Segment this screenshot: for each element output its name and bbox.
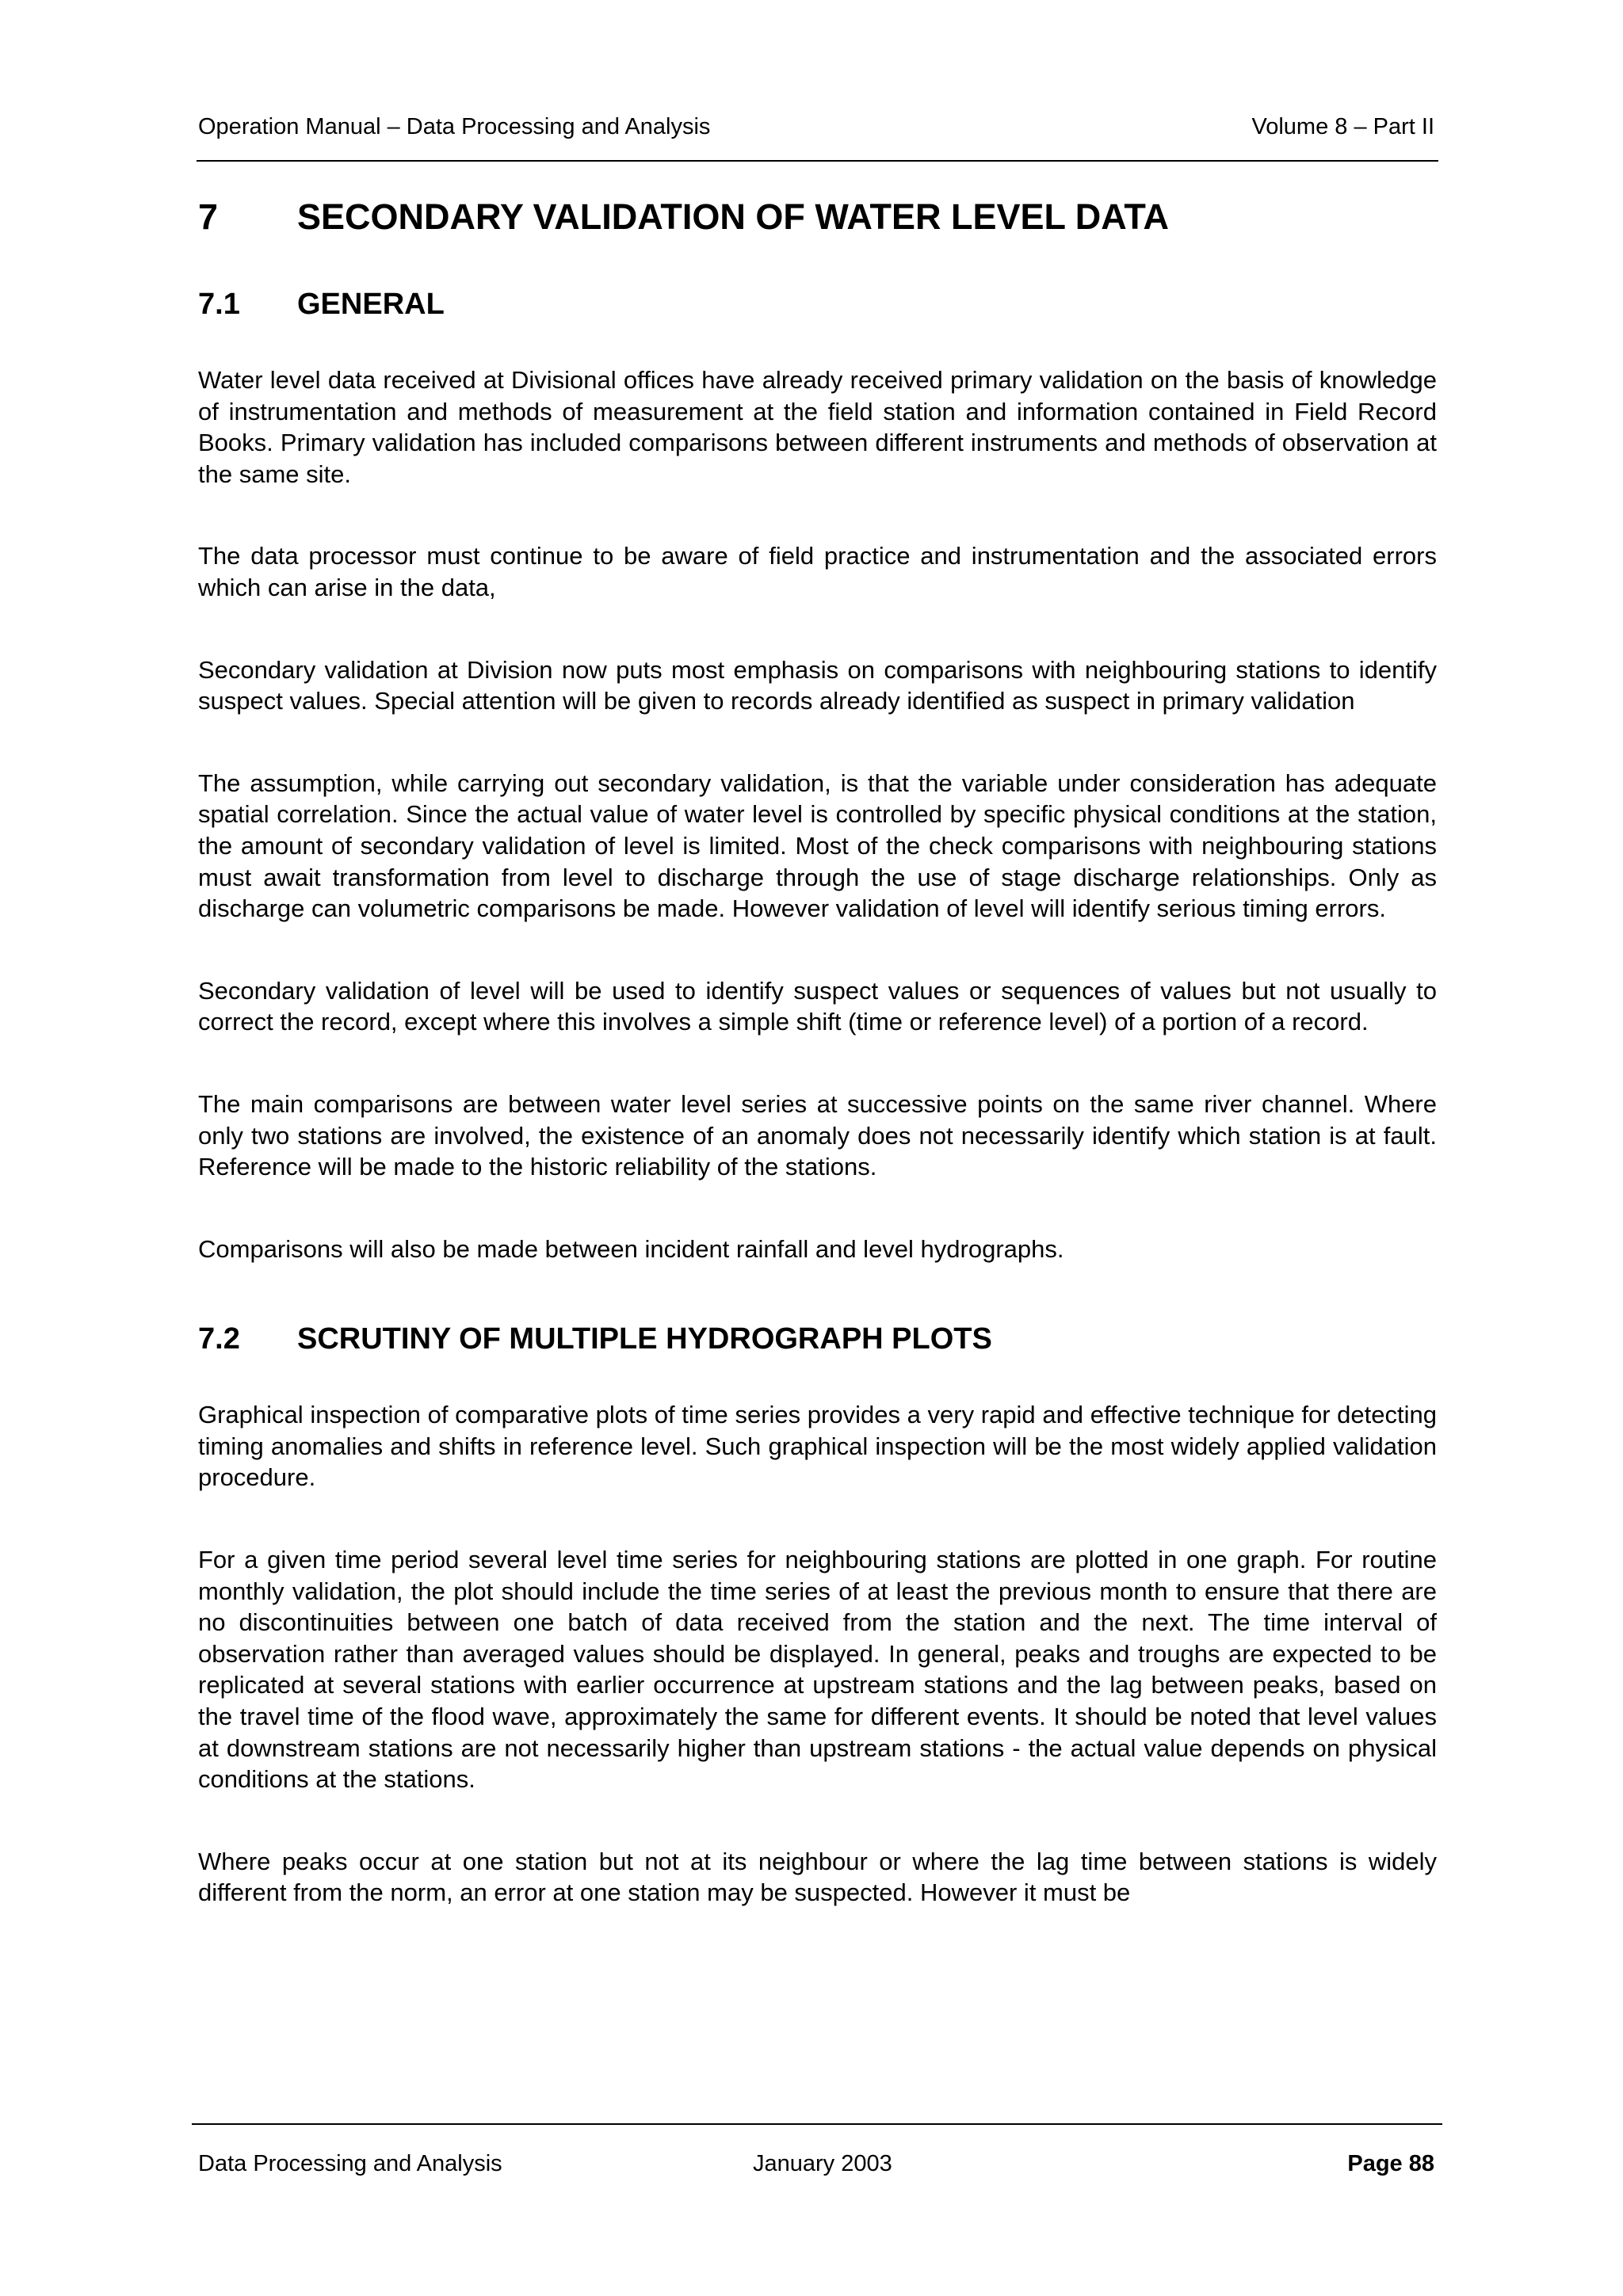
section-number: 7.2: [198, 1322, 240, 1356]
header-divider: [197, 160, 1438, 162]
footer-document-title: Data Processing and Analysis: [198, 2151, 502, 2176]
paragraph: Graphical inspection of comparative plots of time series provides a very rapid and effective technique for detecting timing anomalies and shifts in reference level. Such graphical inspection will be the most widely applied validation procedure.: [198, 1401, 1437, 1492]
section-general: [198, 285, 1437, 1264]
chapter-title-text: SECONDARY VALIDATION OF WATER LEVEL DATA: [297, 196, 1170, 237]
paragraph: Secondary validation of level will be used to identify suspect values or sequences of values but not usually to correct the record, except where this involves a simple shift (time or reference level) of a portion of a record.: [198, 976, 1437, 1036]
section-scrutiny-hydrograph-plots: [198, 1320, 1437, 1909]
section-heading: [198, 1320, 1437, 1358]
header-volume: Volume 8 – Part II: [1251, 114, 1434, 139]
header-document-title: Operation Manual – Data Processing and Analysis: [198, 114, 711, 139]
section-title: [198, 1320, 1437, 1358]
section-number: 7.1: [198, 288, 240, 321]
section-title-text: SCRUTINY OF MULTIPLE HYDROGRAPH PLOTS: [297, 1322, 992, 1356]
paragraph: Where peaks occur at one station but not at its neighbour or where the lag time between stations is widely different from the norm, an error at one station may be suspected. However it must be: [198, 1847, 1437, 1907]
section-title-text: GENERAL: [297, 288, 445, 321]
paragraph: Comparisons will also be made between incident rainfall and level hydrographs.: [198, 1234, 1064, 1263]
chapter-heading: [198, 195, 1437, 239]
page-number: Page 88: [1347, 2151, 1434, 2176]
paragraph: The main comparisons are between water level series at successive points on the same river channel. Where only two stations are involved, the existence of an anomaly does not necessarily identify which station is at fault. Reference will be made to the historic reliability of the stations.: [198, 1089, 1437, 1181]
paragraph: The data processor must continue to be aware of field practice and instrumentation and the associated errors which can arise in the data,: [198, 542, 1437, 601]
footer-divider: [192, 2123, 1442, 2125]
section-heading: [198, 285, 1437, 323]
paragraph: The assumption, while carrying out secondary validation, is that the variable under consideration has adequate spatial correlation. Since the actual value of water level is controlled by specific physical conditions at the station, the amount of secondary validation of level is limited. Most of the check comparisons with neighbouring stations must await transformation from level to discharge through the use of stage discharge relationships. Only as discharge can volumetric comparisons be made. However validation of level will identify serious timing errors.: [198, 769, 1437, 923]
section-title: [198, 285, 1437, 323]
chapter-title: [198, 195, 1437, 239]
paragraph: Secondary validation at Division now puts most emphasis on comparisons with neighbouring stations to identify suspect values. Special attention will be given to records already identified as suspect in primary validation: [198, 655, 1437, 715]
paragraph: Water level data received at Divisional offices have already received primary validation on the basis of knowledge of instrumentation and methods of measurement at the field station and information contained in Field Record Books. Primary validation has included comparisons between different instruments and methods of observation at the same site.: [198, 366, 1437, 488]
chapter-number: 7: [198, 196, 219, 237]
footer-date: January 2003: [753, 2151, 892, 2176]
paragraph: For a given time period several level time series for neighbouring stations are plotted in one graph. For routine monthly validation, the plot should include the time series of at least the previous month to ensure that there are no discontinuities between one batch of data received from the station and the next. The time interval of observation rather than averaged values should be displayed. In general, peaks and troughs are expected to be replicated at several stations with earlier occurrence at upstream stations and the lag between peaks, based on the travel time of the flood wave, approximately the same for different events. It should be noted that level values at downstream stations are not necessarily higher than upstream stations - the actual value depends on physical conditions at the stations.: [198, 1546, 1437, 1794]
page-body: [198, 195, 1437, 1959]
